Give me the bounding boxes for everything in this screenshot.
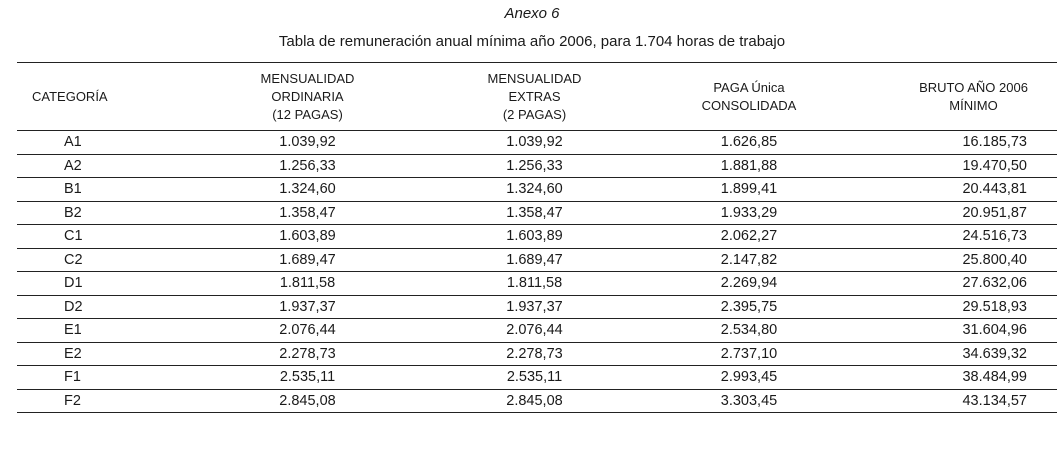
table-row	[17, 201, 1057, 225]
header-mensualidad-extras	[421, 63, 648, 131]
annex-title: Anexo 6	[504, 5, 560, 22]
table-row	[17, 319, 1057, 343]
cell-bruto: 20.951,87	[850, 201, 1057, 225]
table-row	[17, 389, 1057, 413]
header-line: PAGA Única	[713, 79, 785, 95]
table-row	[17, 154, 1057, 178]
header-line: CONSOLIDADA	[701, 97, 797, 113]
header-paga-unica	[648, 63, 850, 131]
cell-mensualidad-extras: 1.937,37	[421, 295, 648, 319]
cell-mensualidad-extras: 2.076,44	[421, 319, 648, 343]
cell-mensualidad-ordinaria: 1.039,92	[194, 131, 421, 155]
cell-categoria: B2	[17, 201, 194, 225]
table-row	[17, 342, 1057, 366]
cell-bruto: 20.443,81	[850, 178, 1057, 202]
cell-mensualidad-extras: 1.811,58	[421, 272, 648, 296]
cell-categoria: D2	[17, 295, 194, 319]
cell-bruto: 31.604,96	[850, 319, 1057, 343]
cell-bruto: 25.800,40	[850, 248, 1057, 272]
cell-mensualidad-ordinaria: 2.076,44	[194, 319, 421, 343]
cell-mensualidad-ordinaria: 2.535,11	[194, 366, 421, 390]
cell-paga-unica: 1.626,85	[648, 131, 850, 155]
cell-categoria: D1	[17, 272, 194, 296]
cell-paga-unica: 2.062,27	[648, 225, 850, 249]
cell-bruto: 19.470,50	[850, 154, 1057, 178]
cell-mensualidad-extras: 2.845,08	[421, 389, 648, 413]
cell-mensualidad-extras: 1.256,33	[421, 154, 648, 178]
cell-mensualidad-ordinaria: 1.937,37	[194, 295, 421, 319]
header-line: ORDINARIA	[271, 88, 344, 104]
cell-mensualidad-ordinaria: 1.324,60	[194, 178, 421, 202]
cell-mensualidad-extras: 1.039,92	[421, 131, 648, 155]
cell-paga-unica: 1.881,88	[648, 154, 850, 178]
cell-categoria: F1	[17, 366, 194, 390]
header-line: MENSUALIDAD	[260, 70, 355, 86]
cell-categoria: E2	[17, 342, 194, 366]
cell-mensualidad-extras: 2.278,73	[421, 342, 648, 366]
header-categoria	[17, 63, 194, 131]
cell-categoria: C2	[17, 248, 194, 272]
cell-categoria: F2	[17, 389, 194, 413]
cell-mensualidad-ordinaria: 2.845,08	[194, 389, 421, 413]
cell-paga-unica: 2.147,82	[648, 248, 850, 272]
cell-mensualidad-ordinaria: 1.811,58	[194, 272, 421, 296]
cell-paga-unica: 2.993,45	[648, 366, 850, 390]
table-row	[17, 225, 1057, 249]
cell-mensualidad-ordinaria: 2.278,73	[194, 342, 421, 366]
cell-paga-unica: 1.899,41	[648, 178, 850, 202]
cell-paga-unica: 2.534,80	[648, 319, 850, 343]
header-line: MENSUALIDAD	[487, 70, 582, 86]
header-mensualidad-ordinaria	[194, 63, 421, 131]
header-line: BRUTO AÑO 2006	[919, 79, 1028, 95]
cell-bruto: 38.484,99	[850, 366, 1057, 390]
cell-paga-unica: 1.933,29	[648, 201, 850, 225]
cell-bruto: 29.518,93	[850, 295, 1057, 319]
remuneration-table	[17, 62, 1057, 413]
cell-categoria: E1	[17, 319, 194, 343]
cell-categoria: C1	[17, 225, 194, 249]
cell-categoria: B1	[17, 178, 194, 202]
table-row	[17, 131, 1057, 155]
table-row	[17, 248, 1057, 272]
cell-mensualidad-ordinaria: 1.603,89	[194, 225, 421, 249]
cell-mensualidad-ordinaria: 1.256,33	[194, 154, 421, 178]
table-row	[17, 272, 1057, 296]
cell-categoria: A2	[17, 154, 194, 178]
cell-mensualidad-extras: 2.535,11	[421, 366, 648, 390]
header-line: (12 PAGAS)	[272, 106, 343, 122]
cell-mensualidad-ordinaria: 1.689,47	[194, 248, 421, 272]
header-line: (2 PAGAS)	[502, 106, 567, 122]
cell-mensualidad-ordinaria: 1.358,47	[194, 201, 421, 225]
cell-bruto: 27.632,06	[850, 272, 1057, 296]
table-row	[17, 295, 1057, 319]
header-line: CATEGORÍA	[32, 88, 108, 104]
header-line: MÍNIMO	[949, 97, 998, 113]
table-row	[17, 178, 1057, 202]
header-line: EXTRAS	[508, 88, 561, 104]
cell-bruto: 34.639,32	[850, 342, 1057, 366]
table-header-row	[17, 63, 1057, 131]
cell-mensualidad-extras: 1.603,89	[421, 225, 648, 249]
cell-paga-unica: 3.303,45	[648, 389, 850, 413]
cell-categoria: A1	[17, 131, 194, 155]
table-title: Tabla de remuneración anual mínima año 2006, para 1.704 horas de trabajo	[278, 33, 786, 50]
cell-paga-unica: 2.737,10	[648, 342, 850, 366]
cell-mensualidad-extras: 1.324,60	[421, 178, 648, 202]
table-row	[17, 366, 1057, 390]
cell-mensualidad-extras: 1.358,47	[421, 201, 648, 225]
cell-paga-unica: 2.395,75	[648, 295, 850, 319]
header-bruto	[850, 63, 1057, 131]
cell-bruto: 16.185,73	[850, 131, 1057, 155]
cell-bruto: 24.516,73	[850, 225, 1057, 249]
cell-bruto: 43.134,57	[850, 389, 1057, 413]
cell-mensualidad-extras: 1.689,47	[421, 248, 648, 272]
cell-paga-unica: 2.269,94	[648, 272, 850, 296]
